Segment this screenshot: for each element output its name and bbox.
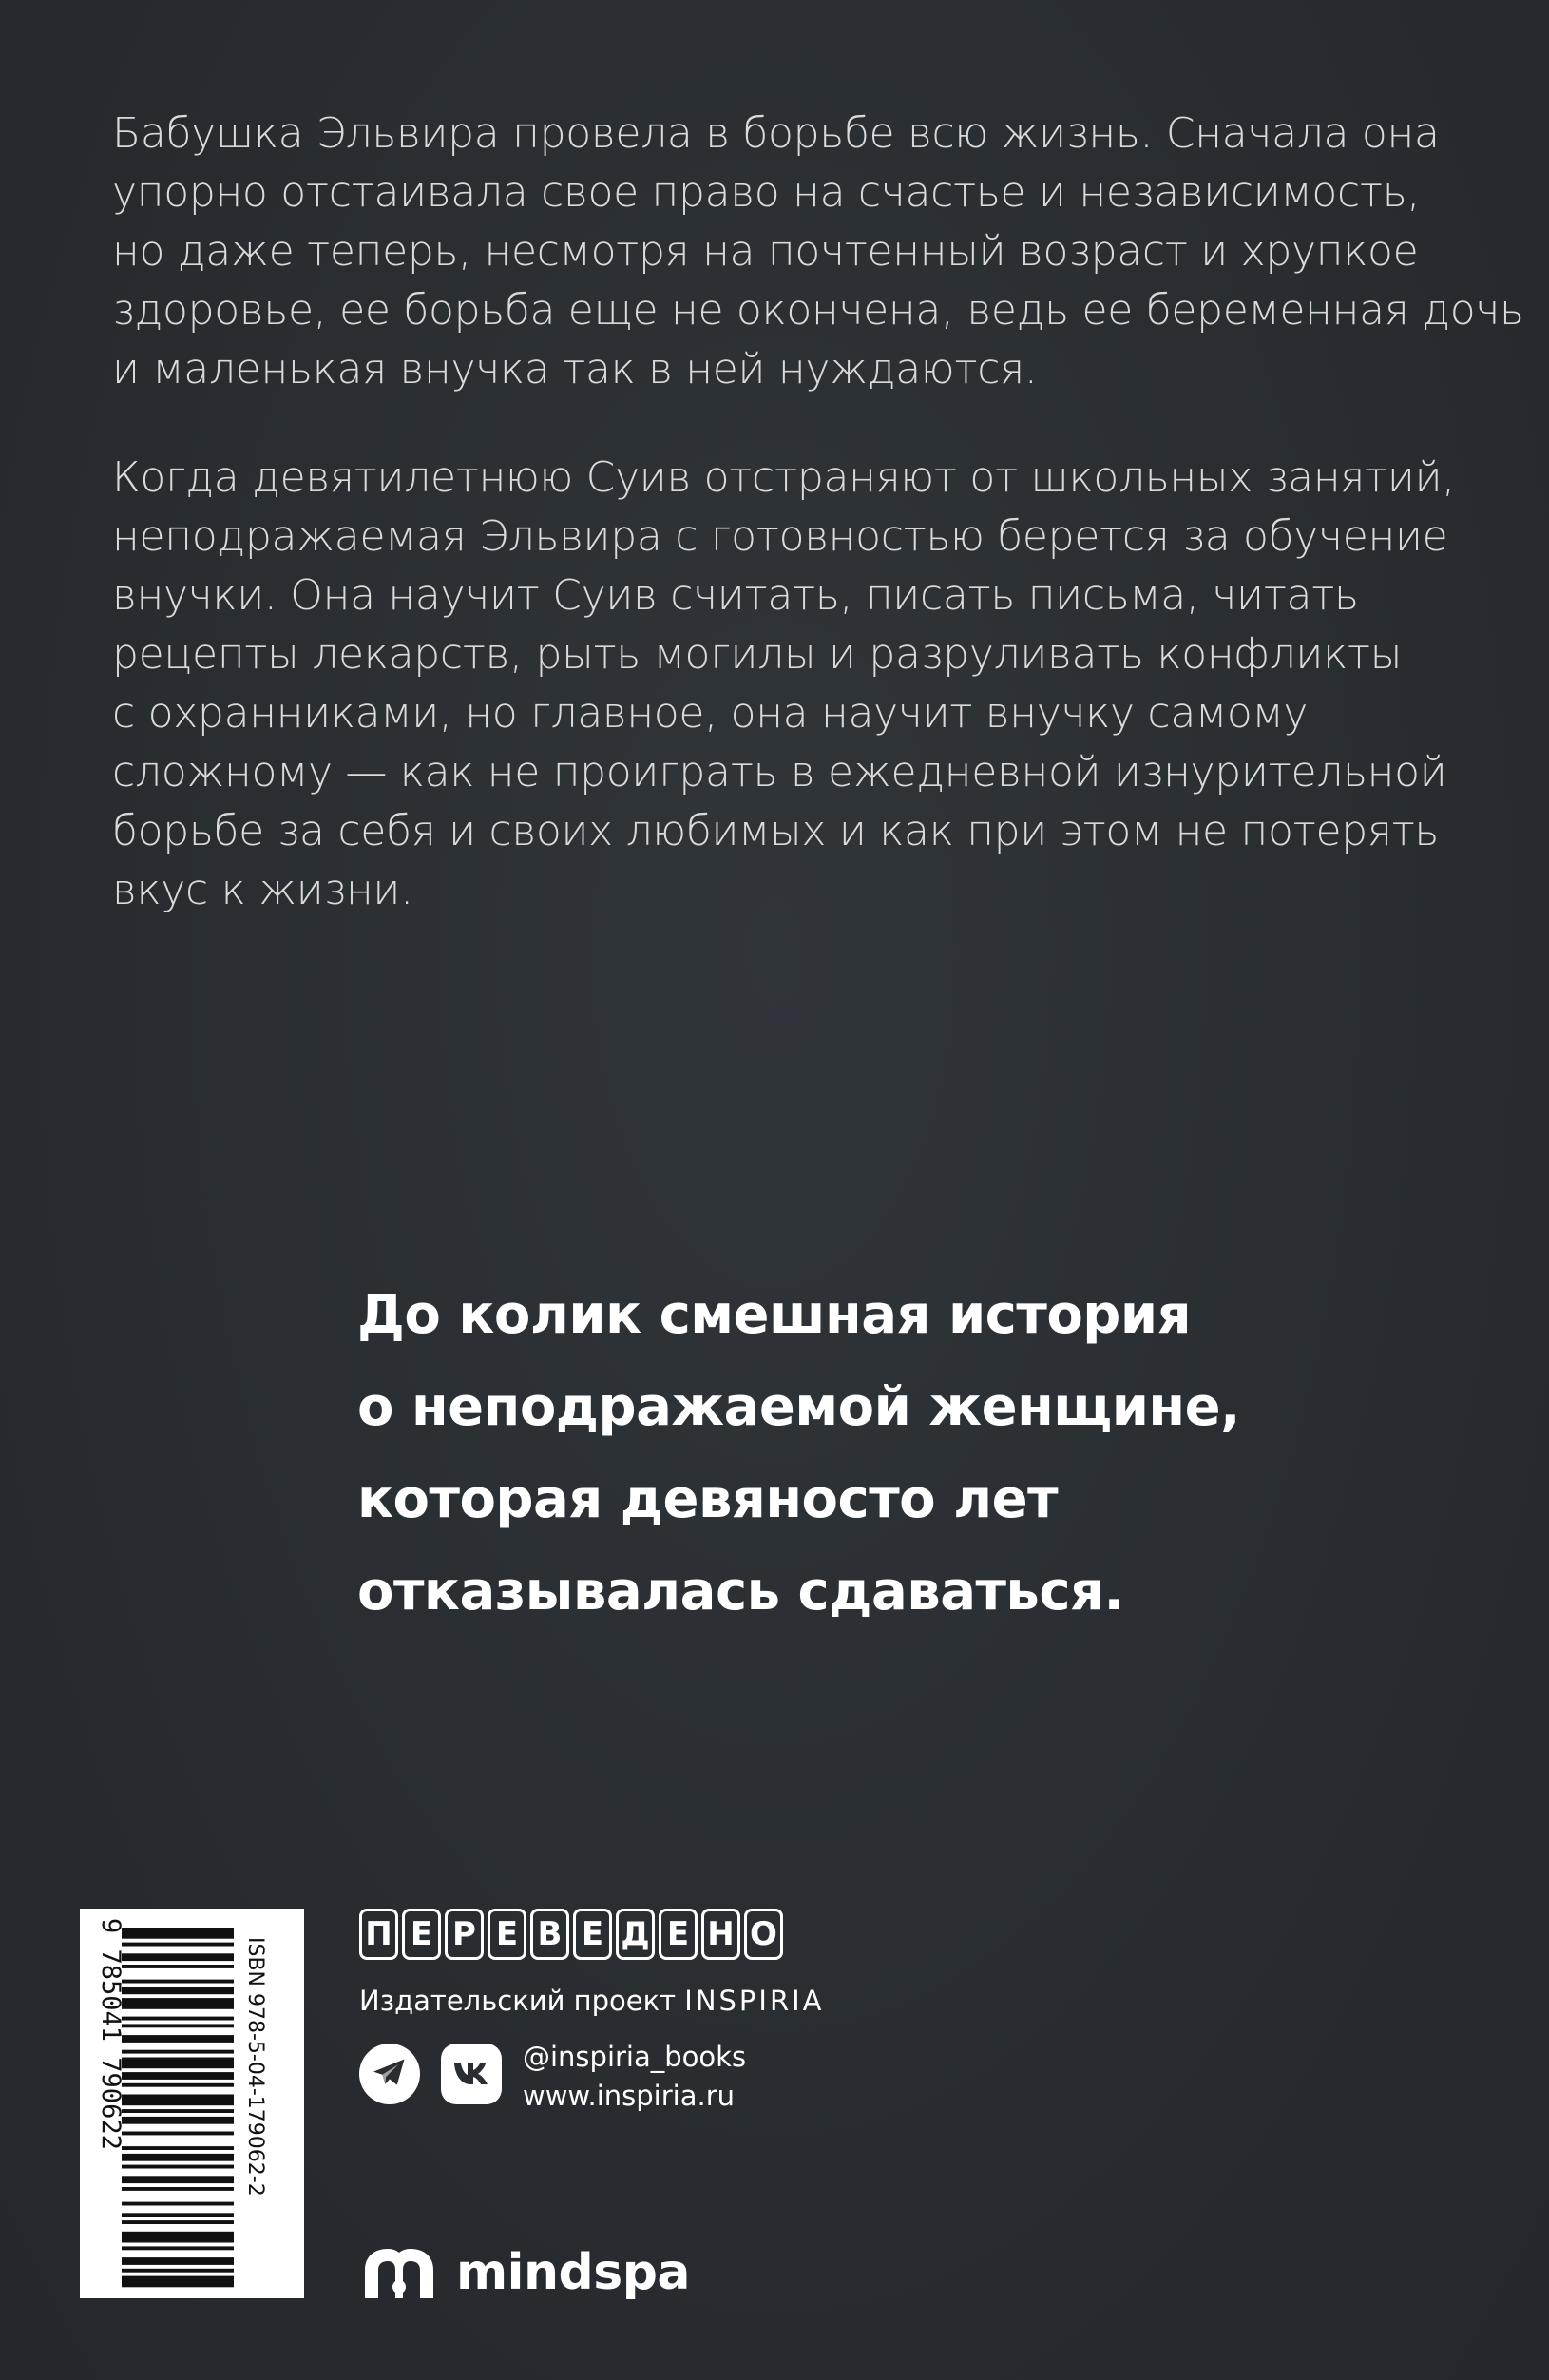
barcode-bar (122, 2213, 234, 2217)
tagline-line: отказывалась сдаваться. (357, 1561, 1124, 1622)
barcode-bar (122, 2072, 234, 2080)
series-logo-letter: Е (488, 1909, 526, 1960)
isbn-digits: 9 785041 790622 (96, 1918, 125, 2150)
barcode-bar (122, 2202, 234, 2206)
barcode-bar (122, 2024, 234, 2027)
barcode-bar (122, 1987, 234, 1994)
tagline-line: До колик смешная история (357, 1284, 1192, 1346)
series-logo-letter: Д (616, 1909, 655, 1960)
publisher-line (359, 1985, 825, 2017)
barcode-bar (122, 1928, 234, 1939)
barcode-bar (122, 2246, 234, 2250)
mindspa-icon (359, 2243, 439, 2302)
annotation-line: рецепты лекарств, рыть могилы и разруливать конфликты (112, 630, 1403, 679)
series-logo-letter: О (744, 1909, 783, 1960)
series-logo-letter: В (530, 1909, 569, 1960)
series-logo-letter: Н (701, 1909, 740, 1960)
barcode-bar (122, 1965, 234, 1968)
barcode-bar (122, 2095, 234, 2106)
barcode-bar (122, 2232, 234, 2243)
series-logo-letter: Е (402, 1909, 441, 1960)
barcode-bar (122, 2035, 234, 2043)
annotation-line: и маленькая внучка так в ней нуждаются. (112, 345, 1038, 393)
telegram-icon[interactable] (359, 2044, 420, 2104)
annotation-line: с охранниками, но главное, она научит внучку самому (112, 689, 1309, 738)
annotation-line: Бабушка Эльвира провела в борьбе всю жизнь. Сначала она (112, 109, 1440, 158)
publisher-brand: INSPIRIA (684, 1985, 825, 2017)
barcode-bar (122, 2132, 234, 2136)
isbn-label: ISBN 978-5-04-179062-2 (243, 1937, 267, 2197)
annotation-line: борьбе за себя и своих любимых и как при этом не потерять (112, 807, 1440, 855)
website-link[interactable]: www.inspiria.ru (523, 2080, 735, 2112)
social-handle[interactable]: @inspiria_books (523, 2041, 747, 2073)
series-logo-letter: П (359, 1909, 398, 1960)
barcode-bar (122, 2257, 234, 2265)
barcode-bar (122, 1953, 234, 1961)
annotation-line: внучки. Она научит Суив считать, писать письма, читать (112, 571, 1359, 620)
barcode-bar (122, 2050, 234, 2054)
annotation-line: но даже теперь, несмотря на почтенный возраст и хрупкое (112, 227, 1419, 276)
annotation-paragraph-2 (112, 449, 1455, 920)
annotation-line: сложному — как не проиграть в ежедневной изнурительной (112, 748, 1447, 797)
series-logo-perevedeno (359, 1909, 783, 1966)
barcode-bar (122, 1943, 234, 1947)
series-logo-letter: Е (573, 1909, 612, 1960)
barcode-bar (122, 2165, 234, 2169)
barcode (80, 1909, 304, 2298)
annotation-line: здоровье, ее борьба еще не окончена, ведь ее беременная дочь (112, 286, 1524, 335)
barcode-bar (122, 2269, 234, 2273)
annotation-line: вкус к жизни. (112, 866, 413, 914)
barcode-bar (122, 2017, 234, 2021)
publisher-project-text: Издательский проект (359, 1985, 677, 2017)
barcode-bar (122, 2117, 234, 2124)
isbn-barcode-box (80, 1909, 304, 2298)
barcode-bar (122, 2083, 234, 2087)
contacts (523, 2038, 746, 2116)
barcode-bar (122, 2187, 234, 2191)
imprint-name: mindspa (456, 2244, 691, 2301)
barcode-bar (122, 2154, 234, 2161)
barcode-bar (122, 2109, 234, 2113)
imprint-logo (359, 2239, 690, 2306)
barcode-bar (122, 2176, 234, 2183)
annotation-line: Когда девятилетнюю Суив отстраняют от школьных занятий, (112, 453, 1455, 502)
tagline (357, 1269, 1308, 1638)
book-annotation (112, 105, 1524, 969)
barcode-bar (122, 2276, 234, 2288)
annotation-paragraph-1 (112, 105, 1524, 399)
vk-icon[interactable] (441, 2044, 502, 2104)
series-logo-letter: Е (659, 1909, 698, 1960)
barcode-bar (122, 2058, 234, 2069)
annotation-line: неподражаемая Эльвира с готовностью берется за обучение (112, 512, 1448, 561)
annotation-line: упорно отстаивала свое право на счастье и независимость, (112, 168, 1421, 217)
barcode-bar (122, 2220, 234, 2224)
tagline-line: которая девяносто лет (357, 1468, 1059, 1530)
tagline-line: о неподражаемой женщине, (357, 1376, 1240, 1438)
series-logo-letter: Р (445, 1909, 484, 1960)
barcode-bar (122, 1998, 234, 2009)
barcode-bar (122, 2146, 234, 2150)
barcode-bar (122, 1980, 234, 1984)
